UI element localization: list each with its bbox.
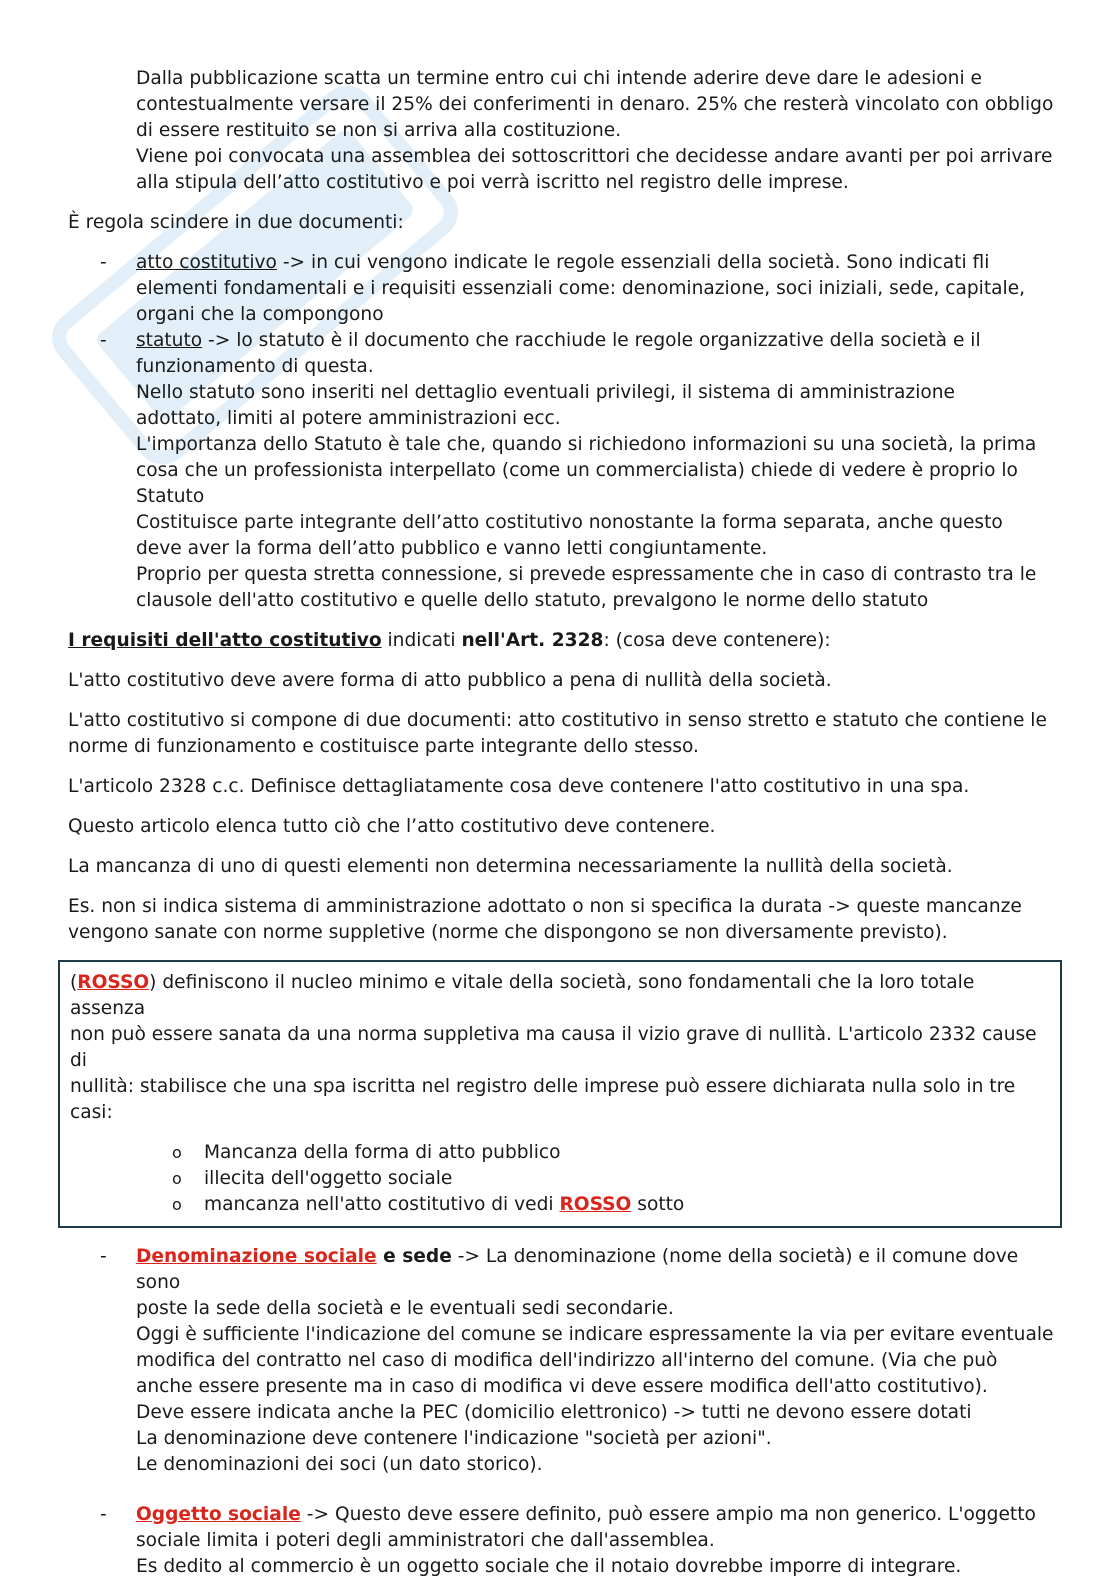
list-item-statuto: - statuto -> lo statuto è il documento che racchiude le regole organizzative della società e il funzionamento di questa. Nello statuto sono inseriti nel dettaglio eventuali privilegi, il sistema di amministrazione adottato, limiti al potere amministrazioni ecc. L'importanza dello Statuto è tale che, quando si richiedono informazioni su una società, la prima cosa che un professionista interpellato (come un commercialista) chiede di vedere è proprio lo Statuto Costituisce parte integrante dell’atto costitutivo nonostante la forma separata, anche questo deve aver la forma dell’atto pubblico e vanno letti congiuntamente. Proprio per questa stretta connessione, si prevede espressamente che in caso di contrasto tra le clausole dell'atto costitutivo e quelle dello statuto, prevalgono le norme dello statuto — [100, 330, 1037, 611]
sub-list-item: o mancanza nell'atto costitutivo di vedi ROSSO sotto — [70, 1192, 1040, 1218]
circle-bullet-icon: o — [172, 1143, 182, 1162]
dash-bullet: - — [100, 1504, 107, 1525]
document-body — [68, 66, 1058, 1580]
list-item-oggetto-sociale: - Oggetto sociale -> Questo deve essere definito, può essere ampio ma non generico. L'oggetto sociale limita i poteri degli amministratori che dall'assemblea. Es dedito al commercio è un oggetto sociale che il notaio dovrebbe imporre di integrare. — [100, 1504, 1036, 1577]
list-item-denominazione: - Denominazione sociale e sede -> La denominazione (nome della società) e il comune dove sono poste la sede della società e le eventuali sedi secondarie. Oggi è sufficiente l'indicazione del comune se indicare espressamente la via per evitare eventuale modifica del contratto nel caso di modifica dell'indirizzo all'interno del comune. (Via che può anche essere presente ma in caso di modifica vi deve essere modifica dell'atto costitutivo). Deve essere indicata anche la PEC (domicilio elettronico) -> tutti ne devono essere dotati La denominazione deve contenere l'indicazione "società per azioni". Le denominazioni dei soci (un dato storico). — [100, 1246, 1054, 1475]
intro-paragraph: Dalla pubblicazione scatta un termine entro cui chi intende aderire deve dare le adesioni e contestualmente versare il 25% dei conferimenti in denaro. 25% che resterà vincolato con obbligo di essere restituito se non si arriva alla costituzione. Viene poi convocata una assemblea dei sottoscrittori che decidesse andare avanti per poi arrivare alla stipula dell’atto costitutivo e poi verrà iscritto nel registro delle imprese. — [136, 68, 1054, 193]
paragraph: La mancanza di uno di questi elementi non determina necessariamente la nullità della società. — [68, 856, 953, 877]
dash-bullet: - — [100, 330, 107, 351]
paragraph: L'articolo 2328 c.c. Definisce dettagliatamente cosa deve contenere l'atto costitutivo in una spa. — [68, 776, 970, 797]
paragraph: Es. non si indica sistema di amministrazione adottato o non si specifica la durata -> queste mancanze vengono sanate con norme suppletive (norme che dispongono se non diversamente previsto). — [68, 896, 1022, 943]
term-statuto: statuto — [136, 330, 203, 351]
circle-bullet-icon: o — [172, 1169, 182, 1188]
term-oggetto-sociale: Oggetto sociale — [136, 1504, 301, 1525]
paragraph: L'atto costitutivo deve avere forma di atto pubblico a pena di nullità della società. — [68, 670, 832, 691]
sub-list-item: o Mancanza della forma di atto pubblico — [70, 1140, 1040, 1166]
rosso-label: ROSSO — [77, 972, 150, 993]
paragraph: Questo articolo elenca tutto ciò che l’atto costitutivo deve contenere. — [68, 816, 716, 837]
circle-bullet-icon: o — [172, 1195, 182, 1214]
list-item-atto-costitutivo: - atto costitutivo -> in cui vengono indicate le regole essenziali della società. Sono indicati fli elementi fondamentali e i requisiti essenziali come: denominazione, soci iniziali, sede, capitale, organi che la compongono — [100, 252, 1026, 325]
dash-bullet: - — [100, 1246, 107, 1267]
regola-line: È regola scindere in due documenti: — [68, 212, 404, 233]
term-denominazione: Denominazione sociale — [136, 1246, 377, 1267]
dash-bullet: - — [100, 252, 107, 273]
term-atto-costitutivo: atto costitutivo — [136, 252, 277, 273]
requisiti-heading: I requisiti dell'atto costitutivo indicati nell'Art. 2328: (cosa deve contenere): — [68, 630, 831, 651]
paragraph: L'atto costitutivo si compone di due documenti: atto costitutivo in senso stretto e statuto che contiene le norme di funzionamento e costituisce parte integrante dello stesso. — [68, 710, 1047, 757]
nullita-box: (ROSSO) definiscono il nucleo minimo e vitale della società, sono fondamentali che la loro totale assenza non può essere sanata da una norma suppletiva ma causa il vizio grave di nullità. L'articolo 2332 cause di nullità: stabilisce che una spa iscritta nel registro delle imprese può essere dichiarata nulla solo in tre casi: o Mancanza della forma di atto pubblico o illecita dell'oggetto sociale o mancanza nell'atto costitutivo di vedi ROSSO sotto — [58, 960, 1062, 1228]
rosso-label: ROSSO — [559, 1194, 632, 1215]
sub-list-item: o illecita dell'oggetto sociale — [70, 1166, 1040, 1192]
